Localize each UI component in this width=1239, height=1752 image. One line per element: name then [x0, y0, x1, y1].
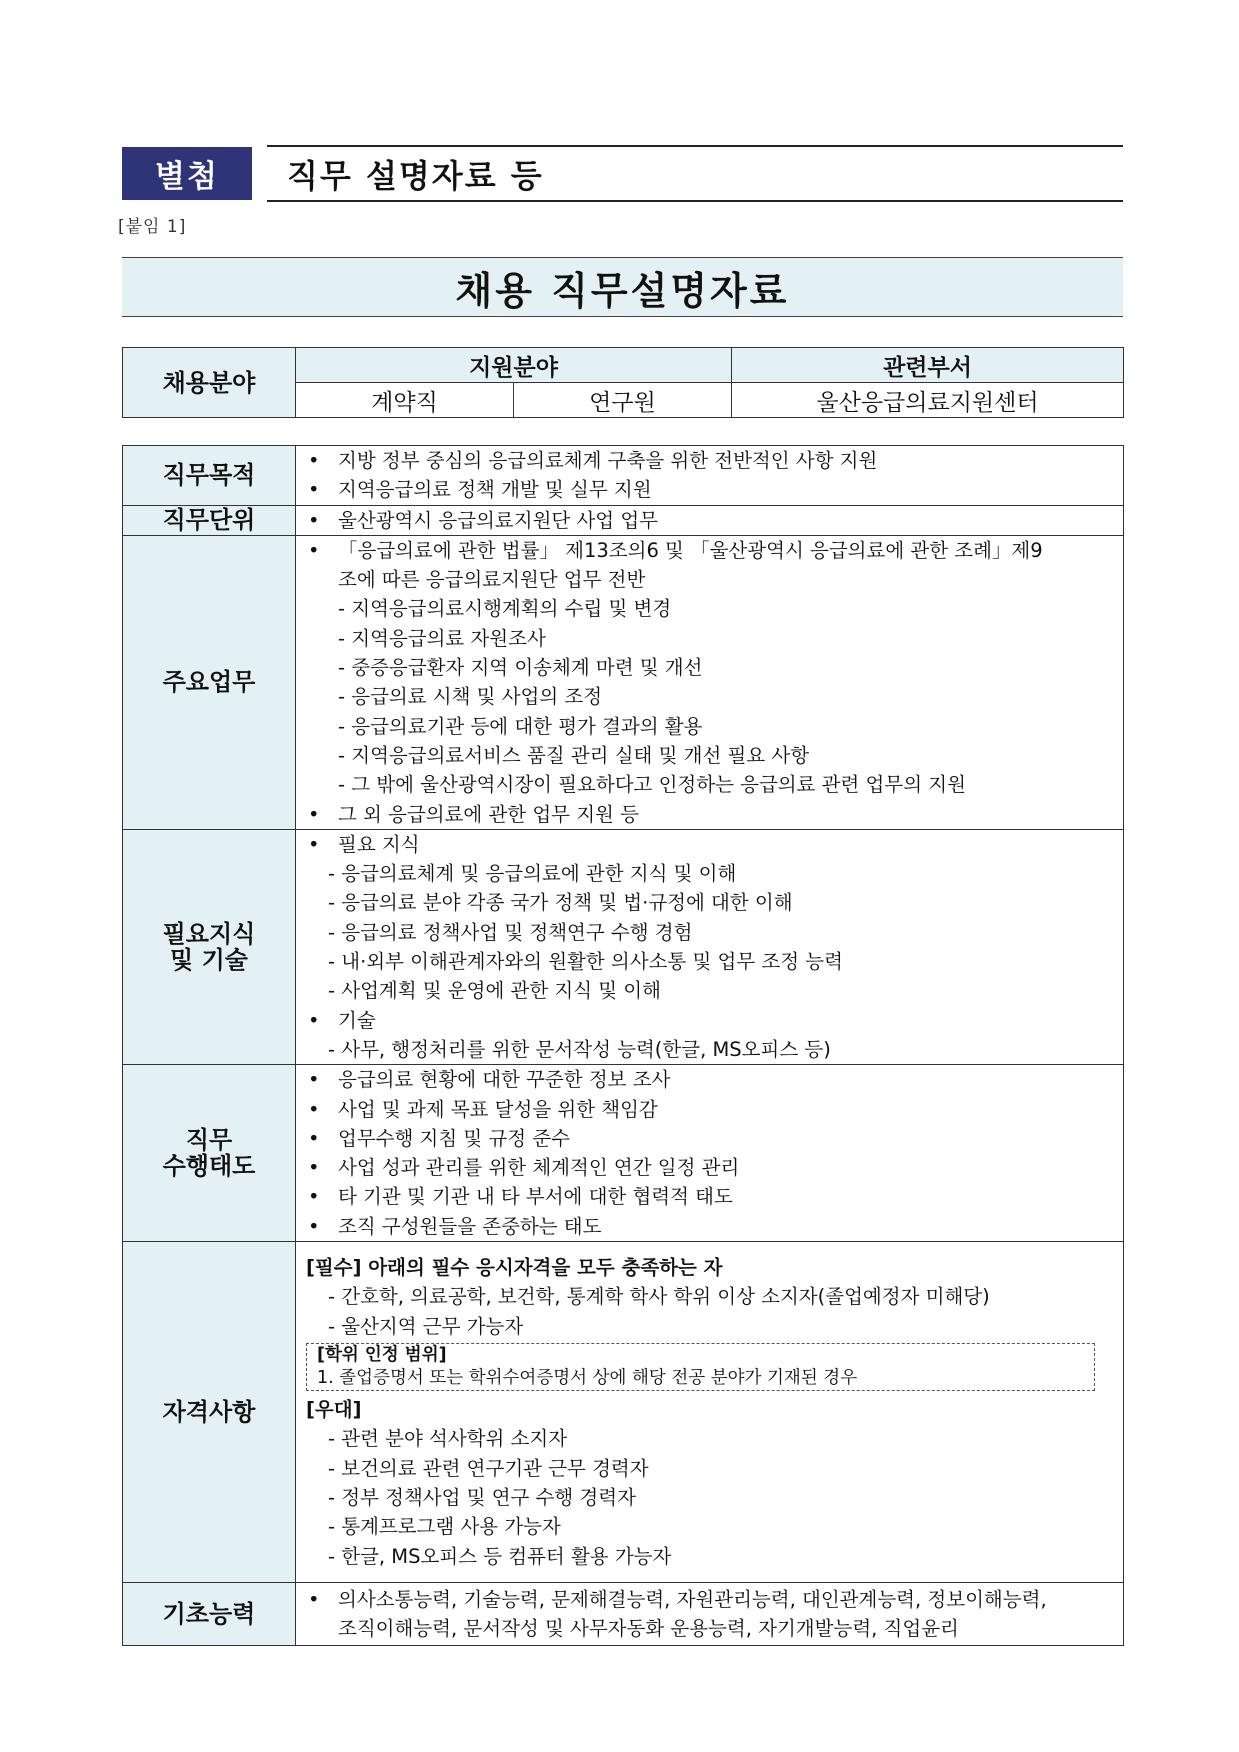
sub-item: - 정부 정책사업 및 연구 수행 경력자 — [328, 1485, 636, 1509]
degree-box-heading: [학위 인정 범위] — [317, 1345, 447, 1366]
unit-label: 직무단위 — [123, 505, 296, 535]
section-title: 직무 설명자료 등 — [287, 157, 544, 195]
sub-item: - 응급의료기관 등에 대한 평가 결과의 활용 — [338, 714, 703, 738]
recruit-field-label: 채용분야 — [123, 348, 296, 418]
list-item: • 업무수행 지침 및 규정 준수 — [306, 1124, 1115, 1153]
employment-type: 계약직 — [296, 383, 514, 418]
sub-item: - 사무, 행정처리를 위한 문서작성 능력(한글, MS오피스 등) — [328, 1037, 831, 1061]
row-qualification — [123, 1242, 1124, 1583]
list-item: • 사업 및 과제 목표 달성을 위한 책임감 — [306, 1095, 1115, 1124]
row-attitude — [123, 1065, 1124, 1242]
row-knowledge — [123, 829, 1124, 1064]
attitude-label — [123, 1065, 296, 1242]
list-item-continued: 조직이해능력, 문서작성 및 사무자동화 운용능력, 자기개발능력, 직업윤리 — [338, 1617, 959, 1641]
purpose-label: 직무목적 — [123, 446, 296, 506]
sub-item: - 통계프로그램 사용 가능자 — [328, 1515, 561, 1539]
position: 연구원 — [514, 383, 732, 418]
basic-label: 기초능력 — [123, 1583, 296, 1646]
sub-item: - 보건의료 관련 연구기관 근무 경력자 — [328, 1456, 649, 1480]
department-header: 관련부서 — [732, 348, 1124, 383]
department: 울산응급의료지원센터 — [732, 383, 1124, 418]
sub-item: - 내·외부 이해관계자와의 원활한 의사소통 및 업무 조정 능력 — [328, 950, 843, 974]
header-rule-bottom — [267, 200, 1123, 202]
sub-item: - 응급의료 시책 및 사업의 조정 — [338, 685, 603, 709]
sub-item: - 사업계획 및 운영에 관한 지식 및 이해 — [328, 979, 661, 1003]
section-header — [122, 145, 1123, 203]
appendix-badge: 별첨 — [122, 147, 252, 200]
sub-item: - 울산지역 근무 가능자 — [328, 1314, 524, 1338]
sub-item: - 간호학, 의료공학, 보건학, 통계학 학사 학위 이상 소지자(졸업예정자 미해당) — [328, 1285, 990, 1309]
preferred-heading: [우대] — [306, 1398, 362, 1422]
document-title: 채용 직무설명자료 — [122, 257, 1123, 317]
main-work-label: 주요업무 — [123, 535, 296, 829]
sub-item: - 중증응급환자 지역 이송체계 마련 및 개선 — [338, 656, 703, 680]
list-item: • 의사소통능력, 기술능력, 문제해결능력, 자원관리능력, 대인관계능력, 정보이해능력, — [306, 1585, 1115, 1614]
list-item: • 그 외 응급의료에 관한 업무 지원 등 — [306, 800, 1115, 829]
row-purpose — [123, 446, 1124, 506]
row-main-work — [123, 535, 1124, 829]
row-unit — [123, 505, 1124, 535]
degree-box-item: 1. 졸업증명서 또는 학위수여증명서 상에 해당 전공 분야가 기재된 경우 — [317, 1368, 858, 1389]
qualification-label: 자격사항 — [123, 1242, 296, 1583]
knowledge-label — [123, 829, 296, 1064]
list-item: • 조직 구성원들을 존중하는 태도 — [306, 1212, 1115, 1241]
header-rule-top — [267, 145, 1123, 147]
sub-item: - 관련 분야 석사학위 소지자 — [328, 1427, 568, 1451]
attitude-label-line1: 직무 — [185, 1126, 233, 1155]
sub-item: - 응급의료체계 및 응급의료에 관한 지식 및 이해 — [328, 862, 737, 886]
attitude-label-line2: 수행태도 — [162, 1152, 256, 1181]
required-heading: [필수] 아래의 필수 응시자격을 모두 충족하는 자 — [306, 1256, 723, 1280]
list-item-continued: 조에 따른 응급의료지원단 업무 전반 — [338, 568, 646, 592]
list-item: • 사업 성과 관리를 위한 체계적인 연간 일정 관리 — [306, 1153, 1115, 1182]
job-description-table — [122, 445, 1124, 1646]
sub-item: - 지역응급의료서비스 품질 관리 실태 및 개선 필요 사항 — [338, 743, 810, 767]
list-item: • 지역응급의료 정책 개발 및 실무 지원 — [306, 475, 1115, 504]
sub-item: - 그 밖에 울산광역시장이 필요하다고 인정하는 응급의료 관련 업무의 지원 — [338, 773, 966, 797]
knowledge-label-line2: 및 기술 — [170, 946, 248, 975]
list-item: • 타 기관 및 기관 내 타 부서에 대한 협력적 태도 — [306, 1182, 1115, 1211]
list-item: • 지방 정부 중심의 응급의료체계 구축을 위한 전반적인 사항 지원 — [306, 446, 1115, 475]
sub-item: - 지역응급의료시행계획의 수립 및 변경 — [338, 597, 672, 621]
list-item: • 「응급의료에 관한 법률」 제13조의6 및 「울산광역시 응급의료에 관한 조례」제9 — [306, 536, 1115, 565]
sub-item: - 응급의료 분야 각종 국가 정책 및 법·규정에 대한 이해 — [328, 891, 793, 915]
list-item: • 필요 지식 — [306, 830, 1115, 859]
row-basic — [123, 1583, 1124, 1646]
list-item: • 기술 — [306, 1006, 1115, 1035]
list-item: • 울산광역시 응급의료지원단 사업 업무 — [306, 506, 1115, 535]
sub-item: - 응급의료 정책사업 및 정책연구 수행 경험 — [328, 920, 693, 944]
sub-item: - 한글, MS오피스 등 컴퓨터 활용 가능자 — [328, 1544, 672, 1568]
degree-recognition-box — [306, 1343, 1095, 1391]
knowledge-label-line1: 필요지식 — [162, 920, 256, 949]
attachment-label: [붙임 1] — [118, 217, 187, 237]
recruitment-table — [122, 347, 1124, 418]
support-field-header: 지원분야 — [296, 348, 732, 383]
sub-item: - 지역응급의료 자원조사 — [338, 626, 546, 650]
list-item: • 응급의료 현황에 대한 꾸준한 정보 조사 — [306, 1065, 1115, 1094]
